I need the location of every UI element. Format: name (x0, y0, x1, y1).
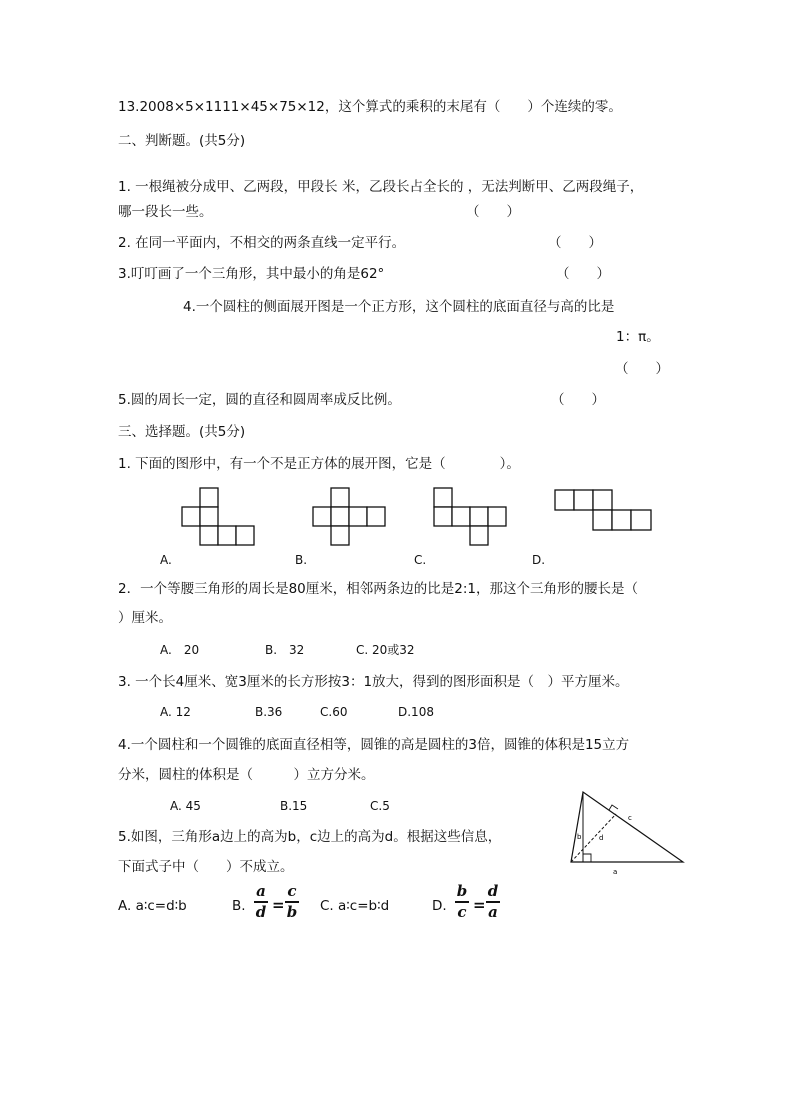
net-option-b[interactable]: B. (295, 553, 308, 567)
s3-q4-line2: 分米，圆柱的体积是（ ）立方分米。 (118, 767, 375, 783)
net-option-c[interactable]: C. (414, 553, 427, 567)
s3-q4-option-c[interactable]: C.5 (370, 799, 390, 813)
s3-q5-line1: 5.如图，三角形a边上的高为b，c边上的高为d。根据这些信息， (118, 829, 502, 845)
s3-q3-option-d[interactable]: D.108 (398, 705, 434, 719)
s3-q4-option-a[interactable]: A. 45 (170, 799, 201, 813)
figure-label-b: b (577, 833, 582, 841)
s3-q3-option-c[interactable]: C.60 (320, 705, 348, 719)
fraction-denominator: a (488, 903, 498, 921)
s2-q3-text: 3.叮叮画了一个三角形，其中最小的角是62° (118, 266, 385, 282)
fraction-numerator: d (487, 882, 499, 900)
net-option-d[interactable]: D. (532, 553, 546, 567)
section3-title: 三、选择题。(共5分) (118, 424, 246, 440)
s2-q4-line1: 4.一个圆柱的侧面展开图是一个正方形，这个圆柱的底面直径与高的比是 (183, 299, 615, 315)
s3-q5-option-b-fraction-2 (285, 884, 299, 920)
s2-q2-text: 2. 在同一平面内，不相交的两条直线一定平行。 (118, 235, 406, 251)
s3-q5-option-b-fraction-1 (254, 884, 268, 920)
s3-q2-option-c[interactable]: C. 20或32 (356, 643, 415, 657)
s3-q5-option-b-equals: = (272, 896, 285, 914)
s3-q1-text: 1. 下面的图形中，有一个不是正方体的展开图，它是（ ）。 (118, 456, 520, 472)
s2-q3-answer-paren[interactable]: （ ） (556, 266, 610, 282)
figure-label-d: d (599, 834, 604, 842)
s2-q4-answer-paren[interactable]: （ ） (615, 361, 669, 377)
s3-q2-line2: ）厘米。 (118, 610, 172, 626)
s2-q1-answer-paren[interactable]: （ ） (466, 204, 520, 220)
s3-q5-option-d-fraction-1 (455, 884, 469, 920)
net-option-a[interactable]: A. (160, 553, 172, 567)
figure-label-a: a (613, 868, 618, 876)
s3-q5-option-d-fraction-2 (486, 884, 500, 920)
fraction-numerator: a (256, 882, 266, 900)
s3-q5-option-d-equals: = (473, 896, 486, 914)
s3-q5-option-c[interactable]: C. a∶c=b∶d (320, 898, 390, 914)
s3-q3-option-a[interactable]: A. 12 (160, 705, 191, 719)
fraction-denominator: c (457, 903, 467, 921)
figure-label-c: c (628, 814, 632, 822)
s2-q2-answer-paren[interactable]: （ ） (548, 235, 602, 251)
fraction-denominator: d (255, 903, 267, 921)
s3-q4-line1: 4.一个圆柱和一个圆锥的底面直径相等，圆锥的高是圆柱的3倍，圆锥的体积是15立方 (118, 737, 630, 753)
s3-q5-option-a[interactable]: A. a∶c=d∶b (118, 898, 187, 914)
s3-q2-option-a[interactable]: A. 20 (160, 643, 200, 657)
s2-q1-line2: 哪一段长一些。 (118, 204, 213, 220)
s3-q3-option-b[interactable]: B.36 (255, 705, 283, 719)
s2-q5-text: 5.圆的周长一定，圆的直径和圆周率成反比例。 (118, 392, 401, 408)
q13-text: 13.2008×5×1111×45×75×12，这个算式的乘积的末尾有（ ）个连续的零。 (118, 99, 622, 115)
s3-q3-text: 3. 一个长4厘米、宽3厘米的长方形按3：1放大，得到的图形面积是（ ）平方厘米。 (118, 674, 629, 690)
s3-q2-line1: 2．一个等腰三角形的周长是80厘米，相邻两条边的比是2:1，那这个三角形的腰长是（ (118, 581, 638, 597)
s3-q2-option-b[interactable]: B. 32 (265, 643, 305, 657)
fraction-numerator: c (287, 882, 297, 900)
s2-q4-line2: 1：π。 (616, 329, 660, 345)
section2-title: 二、判断题。(共5分) (118, 133, 246, 149)
s2-q1-line1: 1. 一根绳被分成甲、乙两段，甲段长 米，乙段长占全长的 ，无法判断甲、乙两段绳子， (118, 179, 644, 195)
s3-q5-line2: 下面式子中（ ）不成立。 (118, 859, 294, 875)
s3-q4-option-b[interactable]: B.15 (280, 799, 308, 813)
fraction-numerator: b (456, 882, 468, 900)
s3-q5-option-b-label[interactable]: B. (232, 898, 246, 914)
s2-q5-answer-paren[interactable]: （ ） (551, 392, 605, 408)
fraction-denominator: b (286, 903, 298, 921)
s3-q5-option-d-label[interactable]: D. (432, 898, 447, 914)
